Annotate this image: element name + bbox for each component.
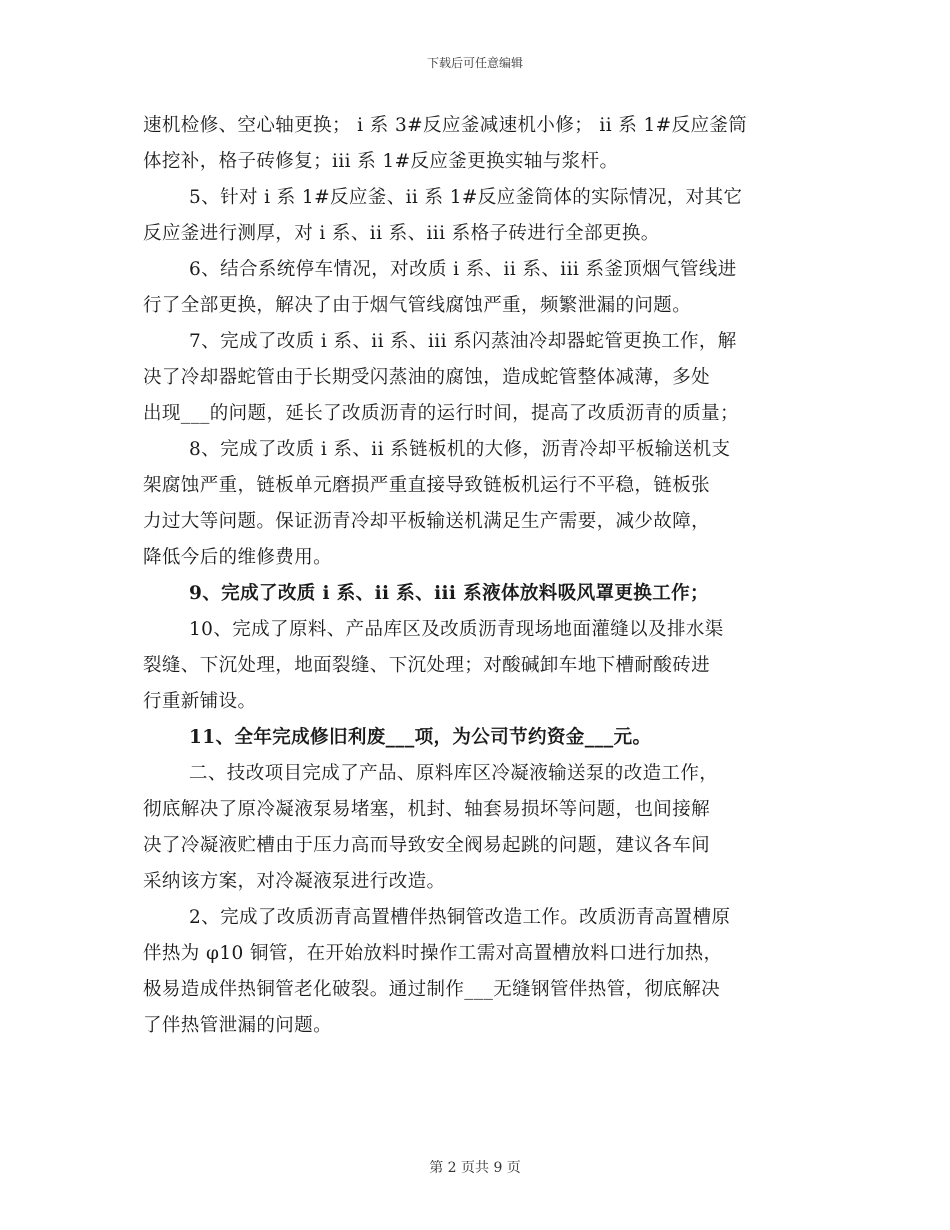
text-line: 8、完成了改质 i 系、ii 系链板机的大修，沥青冷却平板输送机支 (189, 439, 731, 460)
text-line: 架腐蚀严重，链板单元磨损严重直接导致链板机运行不平稳，链板张 (143, 475, 711, 496)
document-body (143, 108, 813, 1044)
text-line: 决了冷却器蛇管由于长期受闪蒸油的腐蚀，造成蛇管整体减薄，多处 (143, 367, 711, 388)
text-line: 二、技改项目完成了产品、原料库区冷凝液输送泵的改造工作， (189, 763, 719, 784)
text-line: 5、针对 i 系 1#反应釜、ii 系 1#反应釜筒体的实际情况，对其它 (189, 187, 743, 208)
text-line: 6、结合系统停车情况，对改质 i 系、ii 系、iii 系釜顶烟气管线进 (189, 259, 737, 280)
text-line: 反应釜进行测厚，对 i 系、ii 系、iii 系格子砖进行全部更换。 (143, 223, 660, 244)
text-line: 力过大等问题。保证沥青冷却平板输送机满足生产需要，减少故障， (143, 511, 711, 532)
text-line: 采纳该方案，对冷凝液泵进行改造。 (143, 871, 446, 892)
paragraph (143, 900, 813, 1044)
text-line: 了伴热管泄漏的问题。 (143, 1015, 333, 1036)
paragraph (143, 720, 813, 756)
text-line: 行了全部更换，解决了由于烟气管线腐蚀严重，频繁泄漏的问题。 (143, 295, 692, 316)
page-header: 下载后可任意编辑 (426, 56, 523, 70)
paragraph (143, 612, 813, 720)
paragraph (143, 576, 813, 612)
text-line: 速机检修、空心轴更换； i 系 3#反应釜减速机小修； ii 系 1#反应釜筒 (143, 115, 748, 136)
text-line: 7、完成了改质 i 系、ii 系、iii 系闪蒸油冷却器蛇管更换工作，解 (189, 331, 737, 352)
text-line: 伴热为 φ10 铜管，在开始放料时操作工需对高置槽放料口进行加热， (143, 943, 723, 964)
text-line: 行重新铺设。 (143, 691, 257, 712)
text-line: 出现___的问题，延长了改质沥青的运行时间，提高了改质沥青的质量； (143, 403, 739, 424)
paragraph (143, 108, 813, 180)
text-line: 裂缝、下沉处理，地面裂缝、下沉处理；对酸碱卸车地下槽耐酸砖进 (143, 655, 711, 676)
text-line: 10、完成了原料、产品库区及改质沥青现场地面灌缝以及排水渠 (189, 619, 724, 640)
text-line: 2、完成了改质沥青高置槽伴热铜管改造工作。改质沥青高置槽原 (189, 907, 731, 928)
paragraph (143, 180, 813, 252)
text-line: 体挖补，格子砖修复；iii 系 1#反应釜更换实轴与浆杆。 (143, 151, 619, 172)
text-line: 9、完成了改质 i 系、ii 系、iii 系液体放料吸风罩更换工作； (189, 583, 709, 604)
paragraph (143, 756, 813, 900)
text-line: 决了冷凝液贮槽由于压力高而导致安全阀易起跳的问题，建议各车间 (143, 835, 711, 856)
paragraph (143, 252, 813, 324)
text-line: 彻底解决了原冷凝液泵易堵塞，机封、轴套易损坏等问题，也间接解 (143, 799, 711, 820)
paragraph (143, 432, 813, 576)
paragraph (143, 324, 813, 432)
text-line: 极易造成伴热铜管老化破裂。通过制作___无缝钢管伴热管，彻底解决 (143, 979, 721, 1000)
text-line: 11、全年完成修旧利废___项，为公司节约资金___元。 (189, 727, 652, 748)
text-line: 降低今后的维修费用。 (143, 547, 333, 568)
page-number: 第 2 页共 9 页 (429, 1160, 521, 1176)
